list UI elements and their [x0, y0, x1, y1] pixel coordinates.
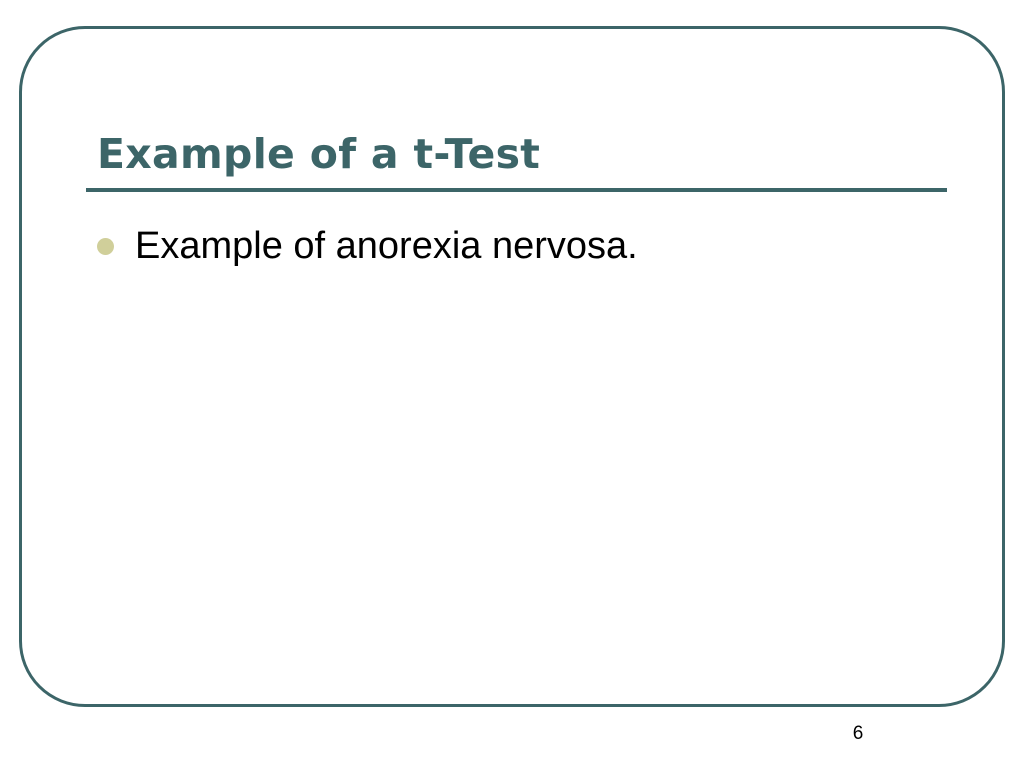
title-underline	[86, 188, 947, 192]
slide-title: Example of a t-Test	[97, 130, 541, 178]
page-number: 6	[852, 723, 864, 744]
bullet-list	[97, 222, 638, 270]
bullet-text: Example of anorexia nervosa.	[135, 225, 638, 267]
bullet-item	[97, 222, 638, 270]
bullet-dot-icon	[97, 238, 114, 255]
